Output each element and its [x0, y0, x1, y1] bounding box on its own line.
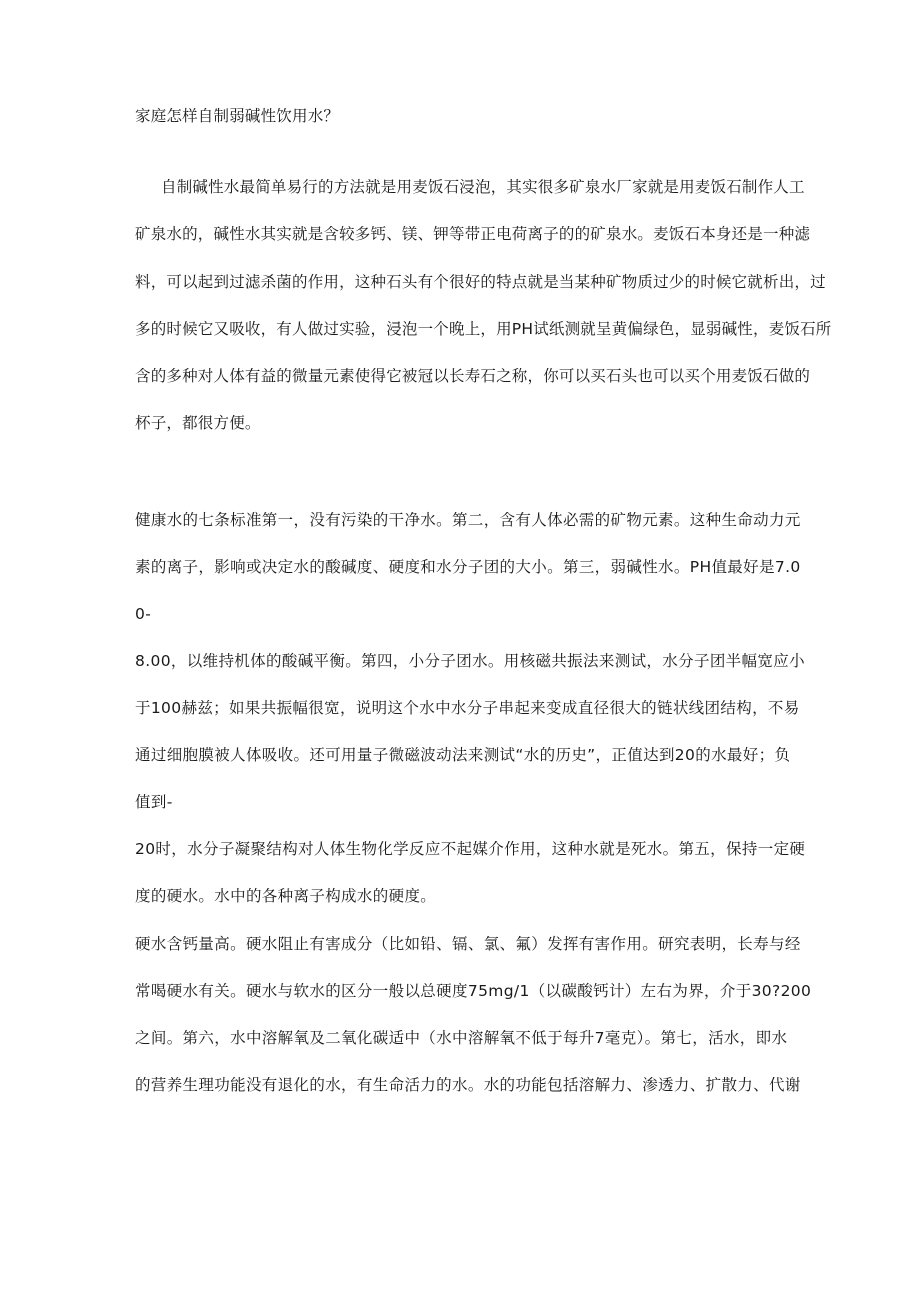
paragraph-2-line: 0-	[135, 605, 152, 623]
paragraph-2-line: 8.00，以维持机体的酸碱平衡。第四，小分子团水。用核磁共振法来测试，水分子团半幅宽应小	[135, 652, 805, 670]
paragraph-2-line: 常喝硬水有关。硬水与软水的区分一般以总硬度75mg/1（以碳酸钙计）左右为界，介于30?200	[135, 982, 812, 1000]
paragraph-2-line: 度的硬水。水中的各种离子构成水的硬度。	[135, 887, 437, 905]
paragraph-2-line: 的营养生理功能没有退化的水，有生命活力的水。水的功能包括溶解力、渗透力、扩散力、代谢	[135, 1076, 801, 1094]
paragraph-2-line: 硬水含钙量高。硬水阻止有害成分（比如铅、镉、氯、氟）发挥有害作用。研究表明，长寿与经	[135, 935, 801, 953]
paragraph-2-line: 20时，水分子凝聚结构对人体生物化学反应不起媒介作用，这种水就是死水。第五，保持一定硬	[135, 840, 806, 858]
paragraph-1-line: 含的多种对人体有益的微量元素使得它被冠以长寿石之称，你可以买石头也可以买个用麦饭石做的	[135, 367, 811, 385]
document-title: 家庭怎样自制弱碱性饮用水？	[135, 107, 340, 125]
paragraph-2-line: 于100赫兹；如果共振幅很宽，说明这个水中水分子串起来变成直径很大的链状线团结构，不易	[135, 699, 800, 717]
paragraph-2-line: 健康水的七条标准第一，没有污染的干净水。第二，含有人体必需的矿物元素。这种生命动力元	[135, 511, 801, 529]
paragraph-2-line: 素的离子，影响或决定水的酸碱度、硬度和水分子团的大小。第三，弱碱性水。PH值最好是7.0	[135, 558, 801, 576]
paragraph-1-line: 杯子，都很方便。	[135, 414, 261, 432]
paragraph-1-line: 料，可以起到过滤杀菌的作用，这种石头有个很好的特点就是当某种矿物质过少的时候它就析出，过	[135, 273, 826, 291]
paragraph-2-line: 值到-	[135, 793, 173, 811]
paragraph-1-line: 矿泉水的，碱性水其实就是含较多钙、镁、钾等带正电荷离子的的矿泉水。麦饭石本身还是一种滤	[135, 225, 811, 243]
paragraph-1-line: 多的时候它又吸收，有人做过实验，浸泡一个晚上，用PH试纸测就呈黄偏绿色，显弱碱性，麦饭石所	[135, 320, 832, 338]
paragraph-2-line: 之间。第六，水中溶解氧及二氧化碳适中（水中溶解氧不低于每升7毫克）。第七，活水，即水	[135, 1029, 788, 1047]
paragraph-2-line: 通过细胞膜被人体吸收。还可用量子微磁波动法来测试“水的历史”，正值达到20的水最好；负	[135, 746, 791, 764]
paragraph-1-line: 自制碱性水最简单易行的方法就是用麦饭石浸泡，其实很多矿泉水厂家就是用麦饭石制作人工	[161, 178, 805, 196]
